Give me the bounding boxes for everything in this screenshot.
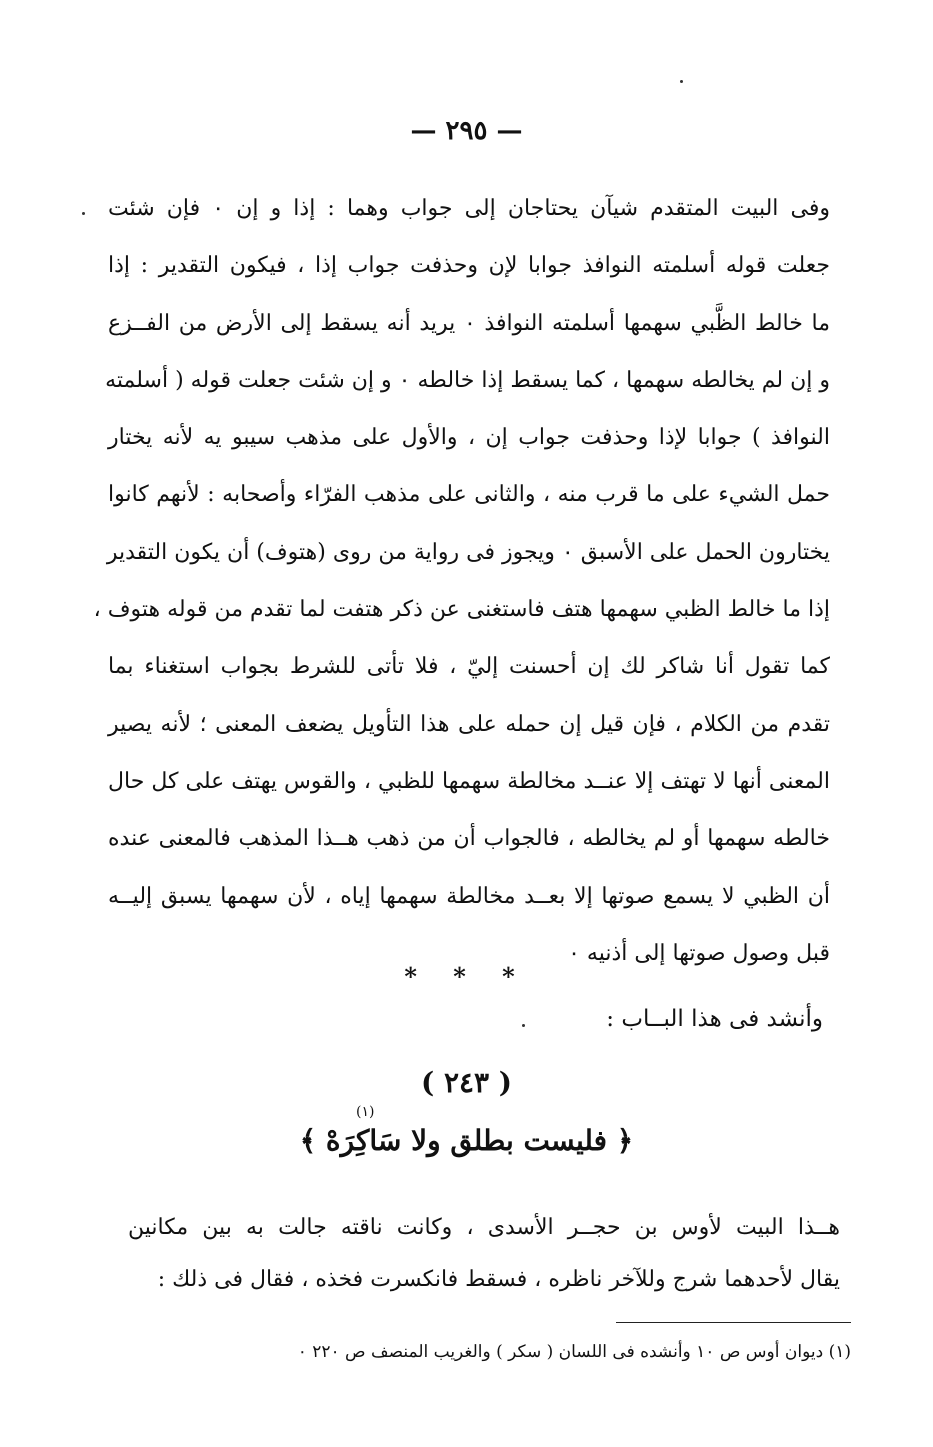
intro-line: وأنشد فى هذا البــاب : [606, 1006, 823, 1032]
body-line: النوافذ ) جوابا لإذا وحذفت جواب إن ، والأول على مذهب سيبو يه لأنه يختار [108, 425, 830, 451]
verse-line: ﴿ فليست بطلق ولا سَاكِرَهْ ﴾ [299, 1124, 634, 1157]
footnote-text: (١) ديوان أوس ص ١٠ وأنشده فى اللسان ( سكر ) والغريب المنصف ص ٢٢٠ ٠ [297, 1342, 851, 1362]
body-line: ما خالط الظَّبي سهمها أسلمته النوافذ ٠ يريد أنه يسقط إلى الأرض من الفــزع [108, 310, 830, 336]
body-line: حمل الشيء على ما قرب منه ، والثانى على مذهب الفرّاء وأصحابه : لأنهم كانوا [108, 482, 830, 508]
verse-number: ( ٢٤٣ ) [420, 1066, 513, 1099]
body-line: و إن لم يخالطه سهمها ، كما يسقط إذا خالطه ٠ و إن شئت جعلت قوله ( أسلمته [105, 367, 830, 393]
body-line: قبل وصول صوتها إلى أذنيه ٠ [568, 940, 830, 966]
body-paragraph [93, 180, 830, 982]
scan-speck [680, 80, 683, 83]
footnote-divider [616, 1322, 851, 1323]
body-line: إذا ما خالط الظبي سهمها هتف فاستغنى عن ذكر هتفت لما تقدم من قوله هتوف ، [93, 597, 830, 623]
body-line: كما تقول أنا شاكر لك إن أحسنت إليّ ، فلا تأتى للشرط بجواب استغناء بما [108, 654, 830, 680]
commentary-line: يقال لأحدهما شرج وللآخر ناظره ، فسقط فانكسرت فخذه ، فقال فى ذلك : [157, 1267, 840, 1292]
commentary-paragraph [128, 1202, 840, 1306]
body-line: تقدم من الكلام ، فإن قيل إن حمله على هذا التأويل يضعف المعنى ؛ لأنه يصير [108, 711, 830, 737]
body-line: أن الظبي لا يسمع صوتها إلا بعــد مخالطة سهمها إياه ، لأن سهمها يسبق إليــه [108, 883, 830, 909]
body-line: وفى البيت المتقدم شيآن يحتاجان إلى جواب وهما : إذا و إن ٠ فإن شئت [108, 196, 830, 221]
page-number: — ٢٩٥ — [410, 116, 523, 146]
footnote-marker: (١) [356, 1104, 375, 1120]
body-line: المعنى أنها لا تهتف إلا عنــد مخالطة سهمها للظبي ، والقوس يهتف على كل حال [108, 768, 830, 794]
scan-speck [522, 1024, 525, 1027]
scan-speck [82, 212, 85, 215]
commentary-line: هــذا البيت لأوس بن حجــر الأسدى ، وكانت ناقته جالت به بين مكانين [128, 1215, 840, 1240]
body-line: خالطه سهمها أو لم يخالطه ، فالجواب أن من ذهب هــذا المذهب فالمعنى عنده [108, 826, 830, 852]
section-separator: * * * [404, 962, 529, 991]
body-line: جعلت قوله أسلمته النوافذ جوابا لإن وحذفت جواب إذا ، فيكون التقدير : إذا [108, 253, 830, 279]
body-line: يختارون الحمل على الأسبق ٠ ويجوز فى رواية من روى (هتوف) أن يكون التقدير [106, 539, 830, 565]
